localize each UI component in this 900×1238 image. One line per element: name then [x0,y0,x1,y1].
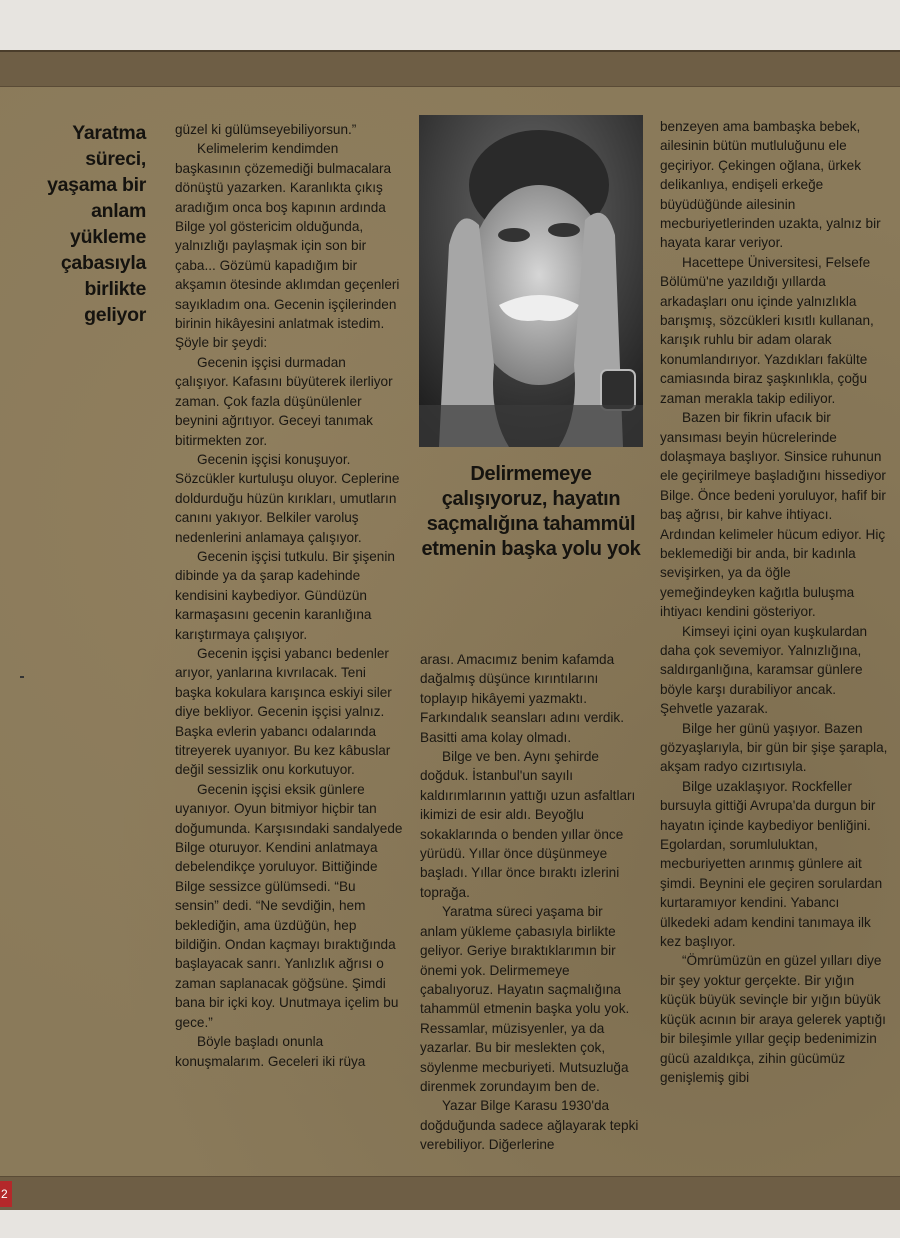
paragraph: Yazar Bilge Karasu 1930'da doğduğunda sadece ağlayarak tepki verebiliyor. Diğerlerine [420,1098,639,1153]
scan-bottom-margin [0,1210,900,1238]
page-footer-band [0,1176,900,1211]
author-portrait-photo [419,115,643,447]
paragraph: Gecenin işçisi eksik günlere uyanıyor. Oyun bitmiyor hiçbir tan doğumunda. Karşısındaki sandalyede Bilge oturuyor. Kendini anlatmaya debelendikçe yoruluyor. Bittiğinde Bilge sessizce gülümsedi. “Bu sensin” dedi. “Ne sevdiğin, hem beklediğin, ama üzdüğün, hep bildiğin. Ondan kaçmayı bıraktığında başlayacak sanrı. Yanlızlık ağrısı o zaman saplanacak göğsüne. Şimdi bana bir içki koy. Unutmaya içelim bu gece.” [175,781,403,1030]
page-number: 2 [0,1181,12,1207]
paragraph: “Ömrümüzün en güzel yılları diye bir şey yoktur gerçekte. Bir yığın küçük büyük sevinçle bir yığın büyük küçük acının bir araya gelerek yaptığı bir bileşimle yıllar geçip bedenimizin gücü azaldıkça, zihin gücümüz genişlemiş gibi [660,953,886,1085]
side-headline: Yaratma süreci, yaşama bir anlam yükleme çabasıyla birlikte geliyor [47,122,146,326]
page-header-band [0,50,900,87]
paragraph: Bilge uzaklaşıyor. Rockfeller bursuyla gittiği Avrupa'da durgun bir hayatın içinde kaybediyor benliğini. Egolardan, sorumluluktan, mecburiyetten arınmış günlere ait şimdi. Beynini ele geçiren sorulardan kurtaramıyor kendini. Yabancı ülkedeki adam kendini tanımaya ilk kez başlıyor. [660,778,883,950]
paragraph: Hacettepe Üniversitesi, Felsefe Bölümü'ne yazıldığı yıllarda arkadaşları onu içinde yalnızlıkla barışmış, sözcükleri kısıtlı kullanan, karışık ruhlu bir adam olarak konumlandırıyor. Yazdıkları fakülte camiasında biraz şaşkınlıkla, çoğu zaman merakla takip ediliyor. [660,254,874,406]
paragraph: Gecenin işçisi durmadan çalışıyor. Kafasını büyüterek ilerliyor zaman. Çok fazla düşünülenler beynini ağrıtıyor. Geceyi tanımak bitirmekten zor. [175,354,393,448]
paragraph: Gecenin işçisi yabancı bedenler arıyor, yanlarına kıvrılacak. Teni başka kokulara karışınca eskiyi siler diye bekliyor. Gecenin işçisi yalnız. Başka evlerin yabancı odalarında titreyerek uyanıyor. Bu kez kâbuslar değil sessizlik onu korkutuyor. [175,645,392,778]
pull-quote: Delirmemeye çalışıyoruz, hayatın saçmalığına tahammül etmenin başka yolu yok [421,463,641,560]
paragraph: arası. Amacımız benim kafamda dağalmış düşünce kırıntılarını toplayıp hikâyemi yazmaktı. Farkındalık seansları adını verdik. Basitti ama kolay olmadı. [420,652,624,745]
paragraph: Bilge her günü yaşıyor. Bazen gözyaşlarıyla, bir gün bir şişe şarapla, akşam radyo cızırtısıyla. [660,720,888,775]
paragraph: Gecenin işçisi konuşuyor. Sözcükler kurtuluşu oluyor. Ceplerine doldurduğu hüzün kırıkları, umutların canını yakıyor. Belkiler varoluş nedenlerini anlamaya çalışıyor. [175,451,400,545]
text-column-1 [175,120,403,1071]
paragraph: Kelimelerim kendimden başkasının çözemediği bulmacalara dönüştü yazarken. Karanlıkta çıkış aradığım onca boş kapının ardında Bilge yol göstericim olduğunda, yalnızlığı paylaşmak için son bir çaba... Gözümü kapadığım bir akşamın ötesinde aklımdan geçenleri sayıkladım ona. Gecenin işçilerinden birinin hikâyesini anlatmak istedim. Şöyle bir şeydi: [175,141,400,351]
text-column-2 [420,650,642,1155]
text-column-3 [660,117,888,1087]
margin-mark [20,676,24,678]
paragraph: Gecenin işçisi tutkulu. Bir şişenin dibinde ya da şarap kadehinde kendisini kaybediyor. Gündüzün karmaşasını gecenin karanlığına karıştırmaya çalışıyor. [175,548,395,642]
paragraph: Bilge ve ben. Aynı şehirde doğduk. İstanbul'un sayılı kaldırımlarının yattığı uzun asfaltları ikimizi de esir aldı. Beyoğlu sokaklarında o benden yıllar önce yürüdü. Yıllar önce düşünmeye başladı. Yıllar önce bıraktı izlerini toprağa. [420,749,636,900]
paragraph: Böyle başladı onunla konuşmalarım. Geceleri iki rüya [175,1034,366,1069]
paragraph: Kimseyi içini oyan kuşkulardan daha çok sevemiyor. Yalnızlığına, saldırganlığına, karamsar günlere böyle karşı durabiliyor ancak. Şehvetle yazarak. [660,623,868,717]
paragraph: benzeyen ama bambaşka bebek, ailesinin bütün mutluluğunu ele geçiriyor. Çekingen oğlana, ürkek delikanlıya, endişeli erkeğe büyüdüğünde ailesinin mecburiyetlerinden uzakta, yalnız bir hayata karar veriyor. [660,119,881,251]
paragraph: Yaratma süreci yaşama bir anlam yükleme çabasıyla birlikte geliyor. Geriye bıraktıklarımın bir önemi yok. Delirmemeye çabalıyoruz. Hayatın saçmalığına tahammül etmenin başka yolu yok. Ressamlar, müzisyenler, ya da yazarlar. Bu bir meslekten çok, söylenme mecburiyeti. Mutsuzluğa direnmek zorundayım ben de. [420,904,630,1094]
paragraph: güzel ki gülümseyebiliyorsun.” [175,122,357,137]
paragraph: Bazen bir fikrin ufacık bir yansıması beyin hücrelerinde dolaşmaya başlıyor. Sinsice ruhunun ele geçirilmeye başladığını hissediyor Bilge. Önce bedeni yoruluyor, hafif bir baş ağrısı, bir kahve ihtiyacı. Ardından kelimeler hücum ediyor. Hiç beklemediği bir anda, bir kadınla sevişirken, ya da öğle yemeğindeyken kağıtla buluşma ihtiyacı kendini gösteriyor. [660,410,886,620]
scan-top-margin [0,0,900,50]
